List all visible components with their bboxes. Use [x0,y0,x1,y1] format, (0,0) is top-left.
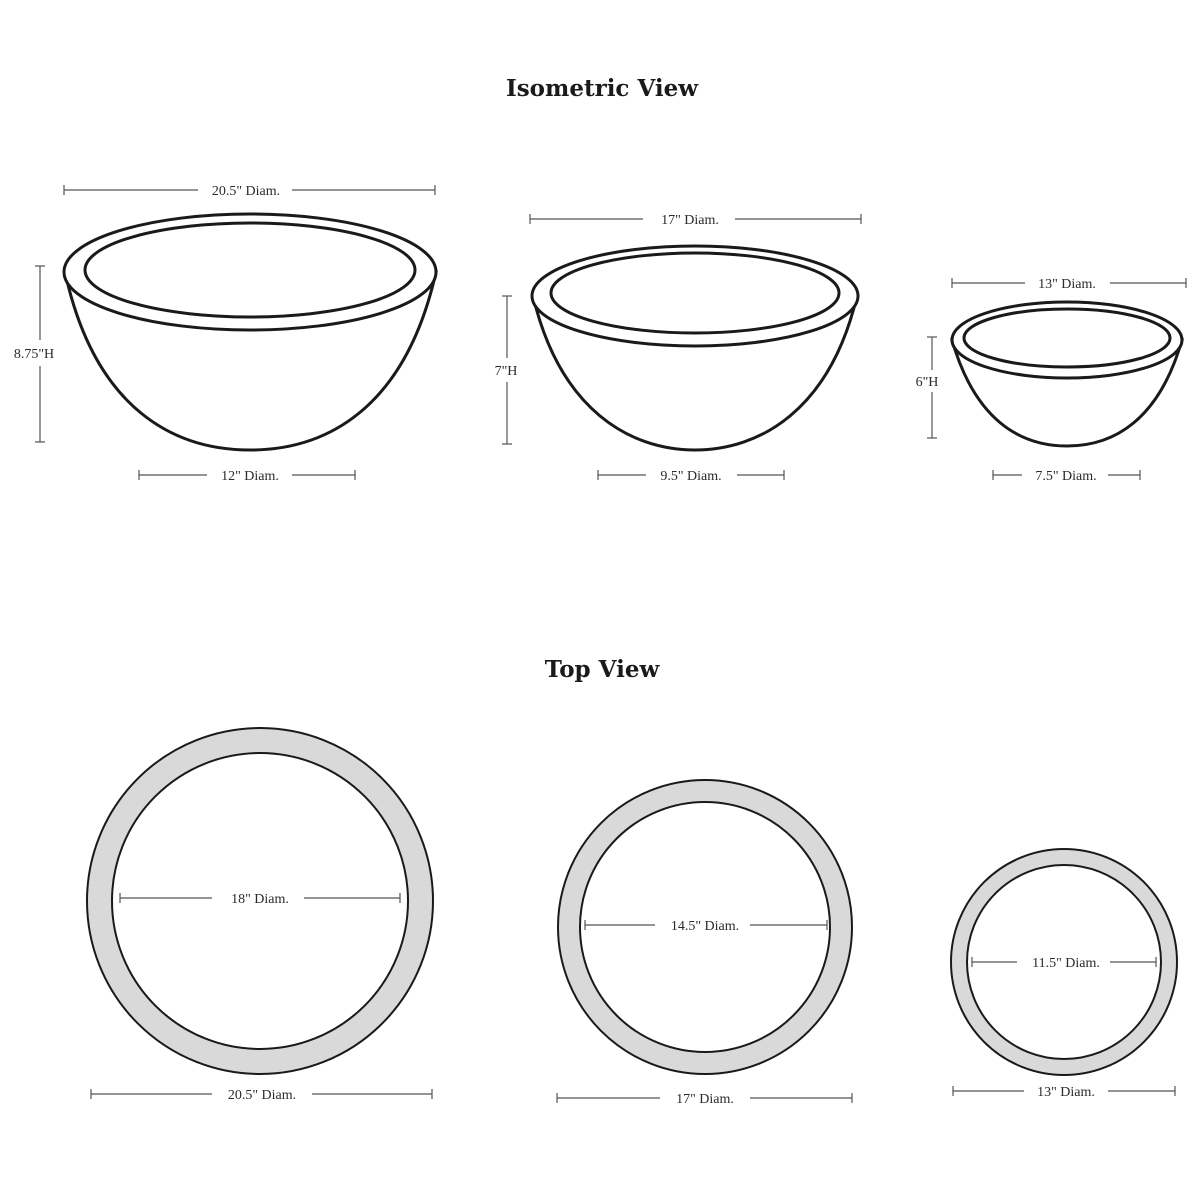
top-bowl-large [87,728,433,1103]
iso-large-top-diameter: 20.5" Diam. [211,184,281,199]
top-large-inner-diameter: 18" Diam. [231,892,289,907]
iso-small-height: 6"H [915,375,939,390]
top-view-title: Top View [544,656,660,683]
top-bowl-medium [557,780,852,1107]
iso-small-bottom-diameter: 7.5" Diam. [1035,469,1097,484]
iso-large-bottom-diameter: 12" Diam. [221,469,279,484]
top-medium-outer-diameter: 17" Diam. [676,1092,734,1107]
iso-large-height: 8.75"H [13,347,55,362]
iso-medium-top-diameter: 17" Diam. [661,213,719,228]
iso-bowl-medium [495,213,861,484]
iso-small-top-diameter: 13" Diam. [1038,277,1096,292]
isometric-view-title: Isometric View [505,75,699,102]
top-bowl-small [951,849,1177,1100]
iso-large-opening [85,223,415,317]
iso-small-opening [964,309,1170,367]
top-large-outer-diameter: 20.5" Diam. [227,1088,297,1103]
iso-bowl-large [14,184,436,484]
top-small-inner-diameter: 11.5" Diam. [1032,956,1100,971]
top-small-outer-diameter: 13" Diam. [1037,1085,1095,1100]
iso-bowl-small [916,277,1186,484]
iso-medium-height: 7"H [494,364,518,379]
top-medium-inner-diameter: 14.5" Diam. [670,919,740,934]
iso-medium-opening [551,253,839,333]
iso-medium-bottom-diameter: 9.5" Diam. [660,469,722,484]
